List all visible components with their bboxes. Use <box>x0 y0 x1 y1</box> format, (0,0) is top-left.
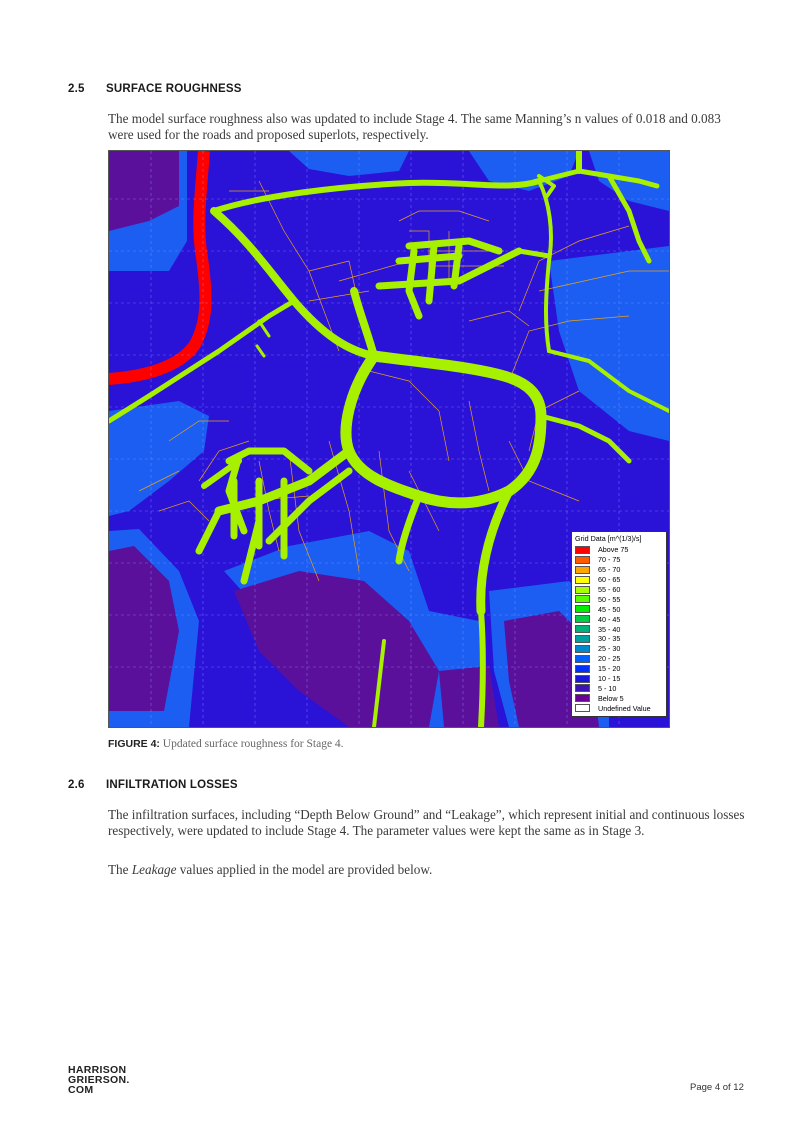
legend-swatch <box>575 556 590 564</box>
legend-label: 20 - 25 <box>598 654 621 664</box>
legend-entry <box>575 585 663 595</box>
infiltration-paragraph: The infiltration surfaces, including “Depth Below Ground” and “Leakage”, which represent initial and continuous losses respectively, were updated to include Stage 4. The parameter values were kept the same as in Stage 3. <box>108 807 745 838</box>
legend-entry <box>575 594 663 604</box>
legend-swatch <box>575 546 590 554</box>
legend-entry <box>575 575 663 585</box>
legend-label: 50 - 55 <box>598 594 621 604</box>
page-number: Page 4 of 12 <box>690 1082 744 1093</box>
figure-caption <box>108 738 344 750</box>
legend-entry <box>575 555 663 565</box>
legend-entry <box>575 604 663 614</box>
legend-entry <box>575 634 663 644</box>
legend-label: Undefined Value <box>598 703 651 713</box>
leakage-text-post: values applied in the model are provided below. <box>176 862 433 877</box>
legend-label: 65 - 70 <box>598 565 621 575</box>
section-title: SURFACE ROUGHNESS <box>106 83 242 95</box>
legend-swatch <box>575 635 590 643</box>
legend-entry <box>575 614 663 624</box>
legend-entry <box>575 703 663 713</box>
legend-entry <box>575 654 663 664</box>
leakage-paragraph <box>108 862 748 878</box>
legend-label: 10 - 15 <box>598 674 621 684</box>
caption-label: FIGURE 4: <box>108 738 160 750</box>
legend-entry <box>575 683 663 693</box>
legend-swatch <box>575 655 590 663</box>
legend-entry <box>575 644 663 654</box>
legend-swatch <box>575 704 590 712</box>
legend-label: 25 - 30 <box>598 644 621 654</box>
section-title: INFILTRATION LOSSES <box>106 779 238 791</box>
logo-line: GRIERSON. <box>68 1074 130 1086</box>
legend-swatch <box>575 605 590 613</box>
leakage-term: Leakage <box>131 862 177 877</box>
legend-swatch <box>575 694 590 702</box>
legend-label: 55 - 60 <box>598 585 621 594</box>
legend-entry <box>575 624 663 634</box>
legend-entry <box>575 674 663 684</box>
legend-swatch <box>575 665 590 673</box>
legend-label: 40 - 45 <box>598 614 621 624</box>
legend-label: Above 75 <box>598 545 629 555</box>
legend-swatch <box>575 566 590 574</box>
legend-title: Grid Data [m^(1/3)/s] <box>575 534 642 543</box>
legend-label: 60 - 65 <box>598 575 621 585</box>
section-number: 2.6 <box>68 779 85 791</box>
map-legend <box>571 531 667 717</box>
legend-swatch <box>575 576 590 584</box>
legend-entry <box>575 565 663 575</box>
legend-entry <box>575 664 663 674</box>
company-logo <box>68 1065 130 1095</box>
caption-text: Updated surface roughness for Stage 4. <box>159 738 344 750</box>
leakage-text-pre: The <box>108 862 132 877</box>
legend-label: 35 - 40 <box>598 624 621 634</box>
legend-swatch <box>575 645 590 653</box>
section-number: 2.5 <box>68 83 85 95</box>
legend-label: 15 - 20 <box>598 664 621 674</box>
roughness-paragraph: The model surface roughness also was updated to include Stage 4. The same Manning’s n values of 0.018 and 0.083 were used for the roads and proposed superlots, respectively. <box>108 111 721 142</box>
legend-label: 30 - 35 <box>598 634 621 644</box>
legend-entry <box>575 545 663 555</box>
legend-swatch <box>575 586 590 594</box>
legend-swatch <box>575 615 590 623</box>
legend-rows <box>575 545 663 713</box>
roughness-map-figure <box>108 150 670 728</box>
legend-swatch <box>575 684 590 692</box>
legend-swatch <box>575 675 590 683</box>
legend-swatch <box>575 625 590 633</box>
legend-label: 70 - 75 <box>598 555 621 565</box>
logo-line: COM <box>68 1084 94 1096</box>
legend-swatch <box>575 595 590 603</box>
legend-label: Below 5 <box>598 693 624 703</box>
legend-label: 5 - 10 <box>598 683 617 693</box>
legend-entry <box>575 693 663 703</box>
legend-label: 45 - 50 <box>598 604 621 614</box>
logo-line: HARRISON <box>68 1064 127 1076</box>
